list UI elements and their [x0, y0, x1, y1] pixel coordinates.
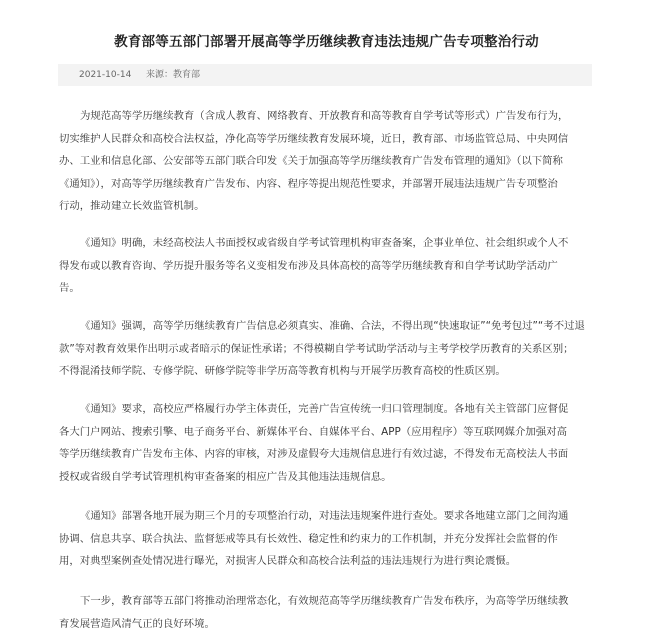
paragraph-line: 各大门户网站、搜索引擎、电子商务平台、新媒体平台、自媒体平台、APP（应用程序）等互联网媒介加强对高	[59, 425, 567, 438]
paragraph-6	[59, 590, 593, 635]
paragraph-line: 为规范高等学历继续教育（含成人教育、网络教育、开放教育和高等教育自学考试等形式）广告发布行为，	[80, 110, 569, 122]
paragraph-line: 款”等对教育效果作出明示或者暗示的保证性承诺；不得模糊自学考试助学活动与主考学校学历教育的关系区别；	[59, 342, 574, 355]
article-source: 来源：教育部	[146, 70, 201, 80]
paragraph-line: 行动，推动建立长效监管机制。	[59, 200, 205, 212]
paragraph-line: 《通知》明确，未经高校法人书面授权或省级自学考试管理机构审查备案，企事业单位、社会组织或个人不	[80, 237, 569, 249]
publish-date: 2021-10-14	[79, 70, 132, 80]
paragraph-line: 育发展营造风清气正的良好环境。	[59, 617, 215, 630]
paragraph-line: 用，对典型案例查处情况进行曝光，对损害人民群众和高校合法利益的违法违规行为进行舆论震慑。	[59, 555, 517, 567]
article-meta-bar	[58, 64, 592, 86]
paragraph-line: 协调、信息共享、联合执法、监督惩戒等具有长效性、稳定性和约束力的工作机制，并充分发挥社会监督的作	[59, 532, 558, 545]
article-title: 教育部等五部门部署开展高等学历继续教育违法违规广告专项整治行动	[114, 34, 539, 50]
paragraph-3	[59, 315, 593, 383]
paragraph-line: 《通知》部署各地开展为期三个月的专项整治行动，对违法违规案件进行查处。要求各地建立部门之间沟通	[80, 510, 569, 522]
paragraph-line: 《通知》强调，高等学历继续教育广告信息必须真实、准确、合法，不得出现“快速取证”“免考包过”“考不过退	[80, 320, 585, 332]
paragraph-5	[59, 505, 593, 573]
paragraph-4	[59, 398, 593, 488]
paragraph-line: 办、工业和信息化部、公安部等五部门联合印发《关于加强高等学历继续教育广告发布管理的通知》（以下简称	[59, 155, 563, 167]
paragraph-line: 不得混淆技师学院、专修学院、研修学院等非学历高等教育机构与开展学历教育高校的性质区别。	[59, 365, 506, 377]
paragraph-1	[59, 105, 593, 218]
paragraph-line: 得发布或以教育咨询、学历提升服务等名义变相发布涉及具体高校的高等学历继续教育和自学考试助学活动广	[59, 259, 558, 272]
paragraph-line: 下一步，教育部等五部门将推动治理常态化，有效规范高等学历继续教育广告发布秩序，为高等学历继续教	[80, 595, 569, 607]
paragraph-line: 等学历继续教育广告发布主体、内容的审核，对涉及虚假夸大违规信息进行有效过滤，不得发布无高校法人书面	[59, 448, 569, 460]
paragraph-line: 《通知》），对高等学历继续教育广告发布、内容、程序等提出规范性要求，并部署开展违法违规广告专项整治	[59, 177, 558, 190]
paragraph-line: 告。	[59, 282, 80, 294]
paragraph-line: 切实维护人民群众和高校合法权益，净化高等学历继续教育发展环境，近日，教育部、市场监管总局、中央网信	[59, 132, 569, 145]
paragraph-line: 授权或省级自学考试管理机构审查备案的相应广告及其他违法违规信息。	[59, 470, 392, 483]
paragraph-2	[59, 232, 593, 300]
paragraph-line: 《通知》要求，高校应严格履行办学主体责任，完善广告宣传统一归口管理制度。各地有关主管部门应督促	[80, 403, 569, 415]
